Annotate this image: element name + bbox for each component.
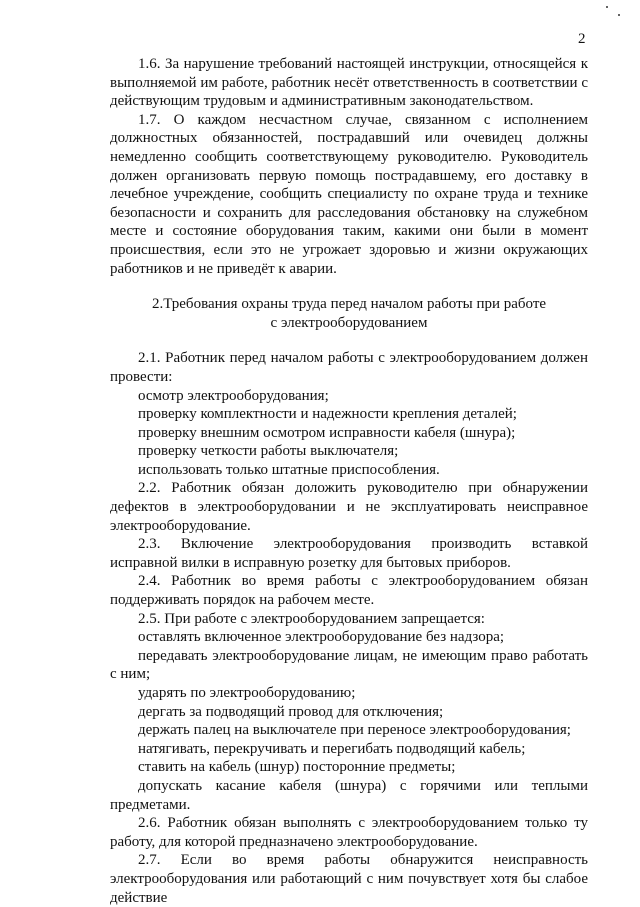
paragraph-2-7: 2.7. Если во время работы обнаружится неисправность электрооборудования или работающий с ним почувствует хотя бы слабое действие: [110, 852, 588, 906]
paragraph-2-5-touch: допускать касание кабеля (шнура) с горячими или теплыми предметами.: [110, 777, 588, 813]
list-item: оставлять включенное электрооборудование без надзора;: [138, 629, 505, 646]
section-2-heading-line-1: 2.Требования охраны труда перед началом работы при работе: [151, 296, 547, 313]
list-item: использовать только штатные приспособления.: [138, 461, 440, 478]
list-item: дергать за подводящий провод для отключения;: [138, 703, 444, 720]
paragraph-2-4: 2.4. Работник во время работы с электрооборудованием обязан поддерживать порядок на рабочем месте.: [110, 573, 588, 609]
list-item: проверку внешним осмотром исправности кабеля (шнура);: [138, 424, 516, 441]
list-item: натягивать, перекручивать и перегибать подводящий кабель;: [138, 740, 526, 757]
list-item: проверку комплектности и надежности крепления деталей;: [138, 406, 517, 423]
paragraph-2-5: 2.5. При работе с электрооборудованием запрещается:: [138, 610, 485, 627]
paragraph-1-6: 1.6. За нарушение требований настоящей инструкции, относящейся к выполняемой им работе, работник несёт ответственность в соответствии с действующим трудовым и административным законодательством.: [110, 56, 588, 110]
paragraph-1-7: 1.7. О каждом несчастном случае, связанном с исполнением должностных обязанностей, пострадавший или очевидец должны немедленно сообщить соответствующему руководителю. Руководитель должен организовать первую помощь пострадавшему, его доставку в лечебное учреждение, сообщить специалисту по охране труда и технике безопасности и сохранить для расследования обстановку на служебном месте и состояние оборудования таким, какими они были в момент происшествия, если это не угрожает здоровью и жизни окружающих работников и не приведёт к аварии.: [110, 111, 588, 277]
list-item: ударять по электрооборудованию;: [138, 685, 356, 701]
page-number: 2: [578, 31, 586, 47]
scan-specks: [604, 4, 624, 18]
paragraph-2-2: 2.2. Работник обязан доложить руководителю при обнаружении дефектов в электрооборудовании и не эксплуатировать неисправное электрооборудование.: [110, 480, 588, 534]
list-item: проверку четкости работы выключателя;: [138, 443, 399, 460]
list-item: осмотр электрооборудования;: [138, 387, 329, 404]
list-item: держать палец на выключателе при переносе электрооборудования;: [138, 722, 571, 739]
document-body: [110, 55, 588, 907]
paragraph-2-3: 2.3. Включение электрооборудования производить вставкой исправной вилки в исправную розетку для бытовых приборов.: [110, 536, 588, 571]
paragraph-2-6: 2.6. Работник обязан выполнять с электрооборудованием только ту работу, для которой предназначено электрооборудование.: [110, 815, 588, 850]
section-2-heading: [110, 295, 588, 332]
list-item: ставить на кабель (шнур) посторонние предметы;: [138, 759, 456, 776]
paragraph-2-1: 2.1. Работник перед началом работы с электрооборудованием должен провести:: [110, 350, 588, 385]
paragraph-2-5-transfer: передавать электрооборудование лицам, не имеющим право работать с ним;: [110, 647, 588, 683]
section-2-heading-line-2: с электрооборудованием: [270, 314, 428, 331]
